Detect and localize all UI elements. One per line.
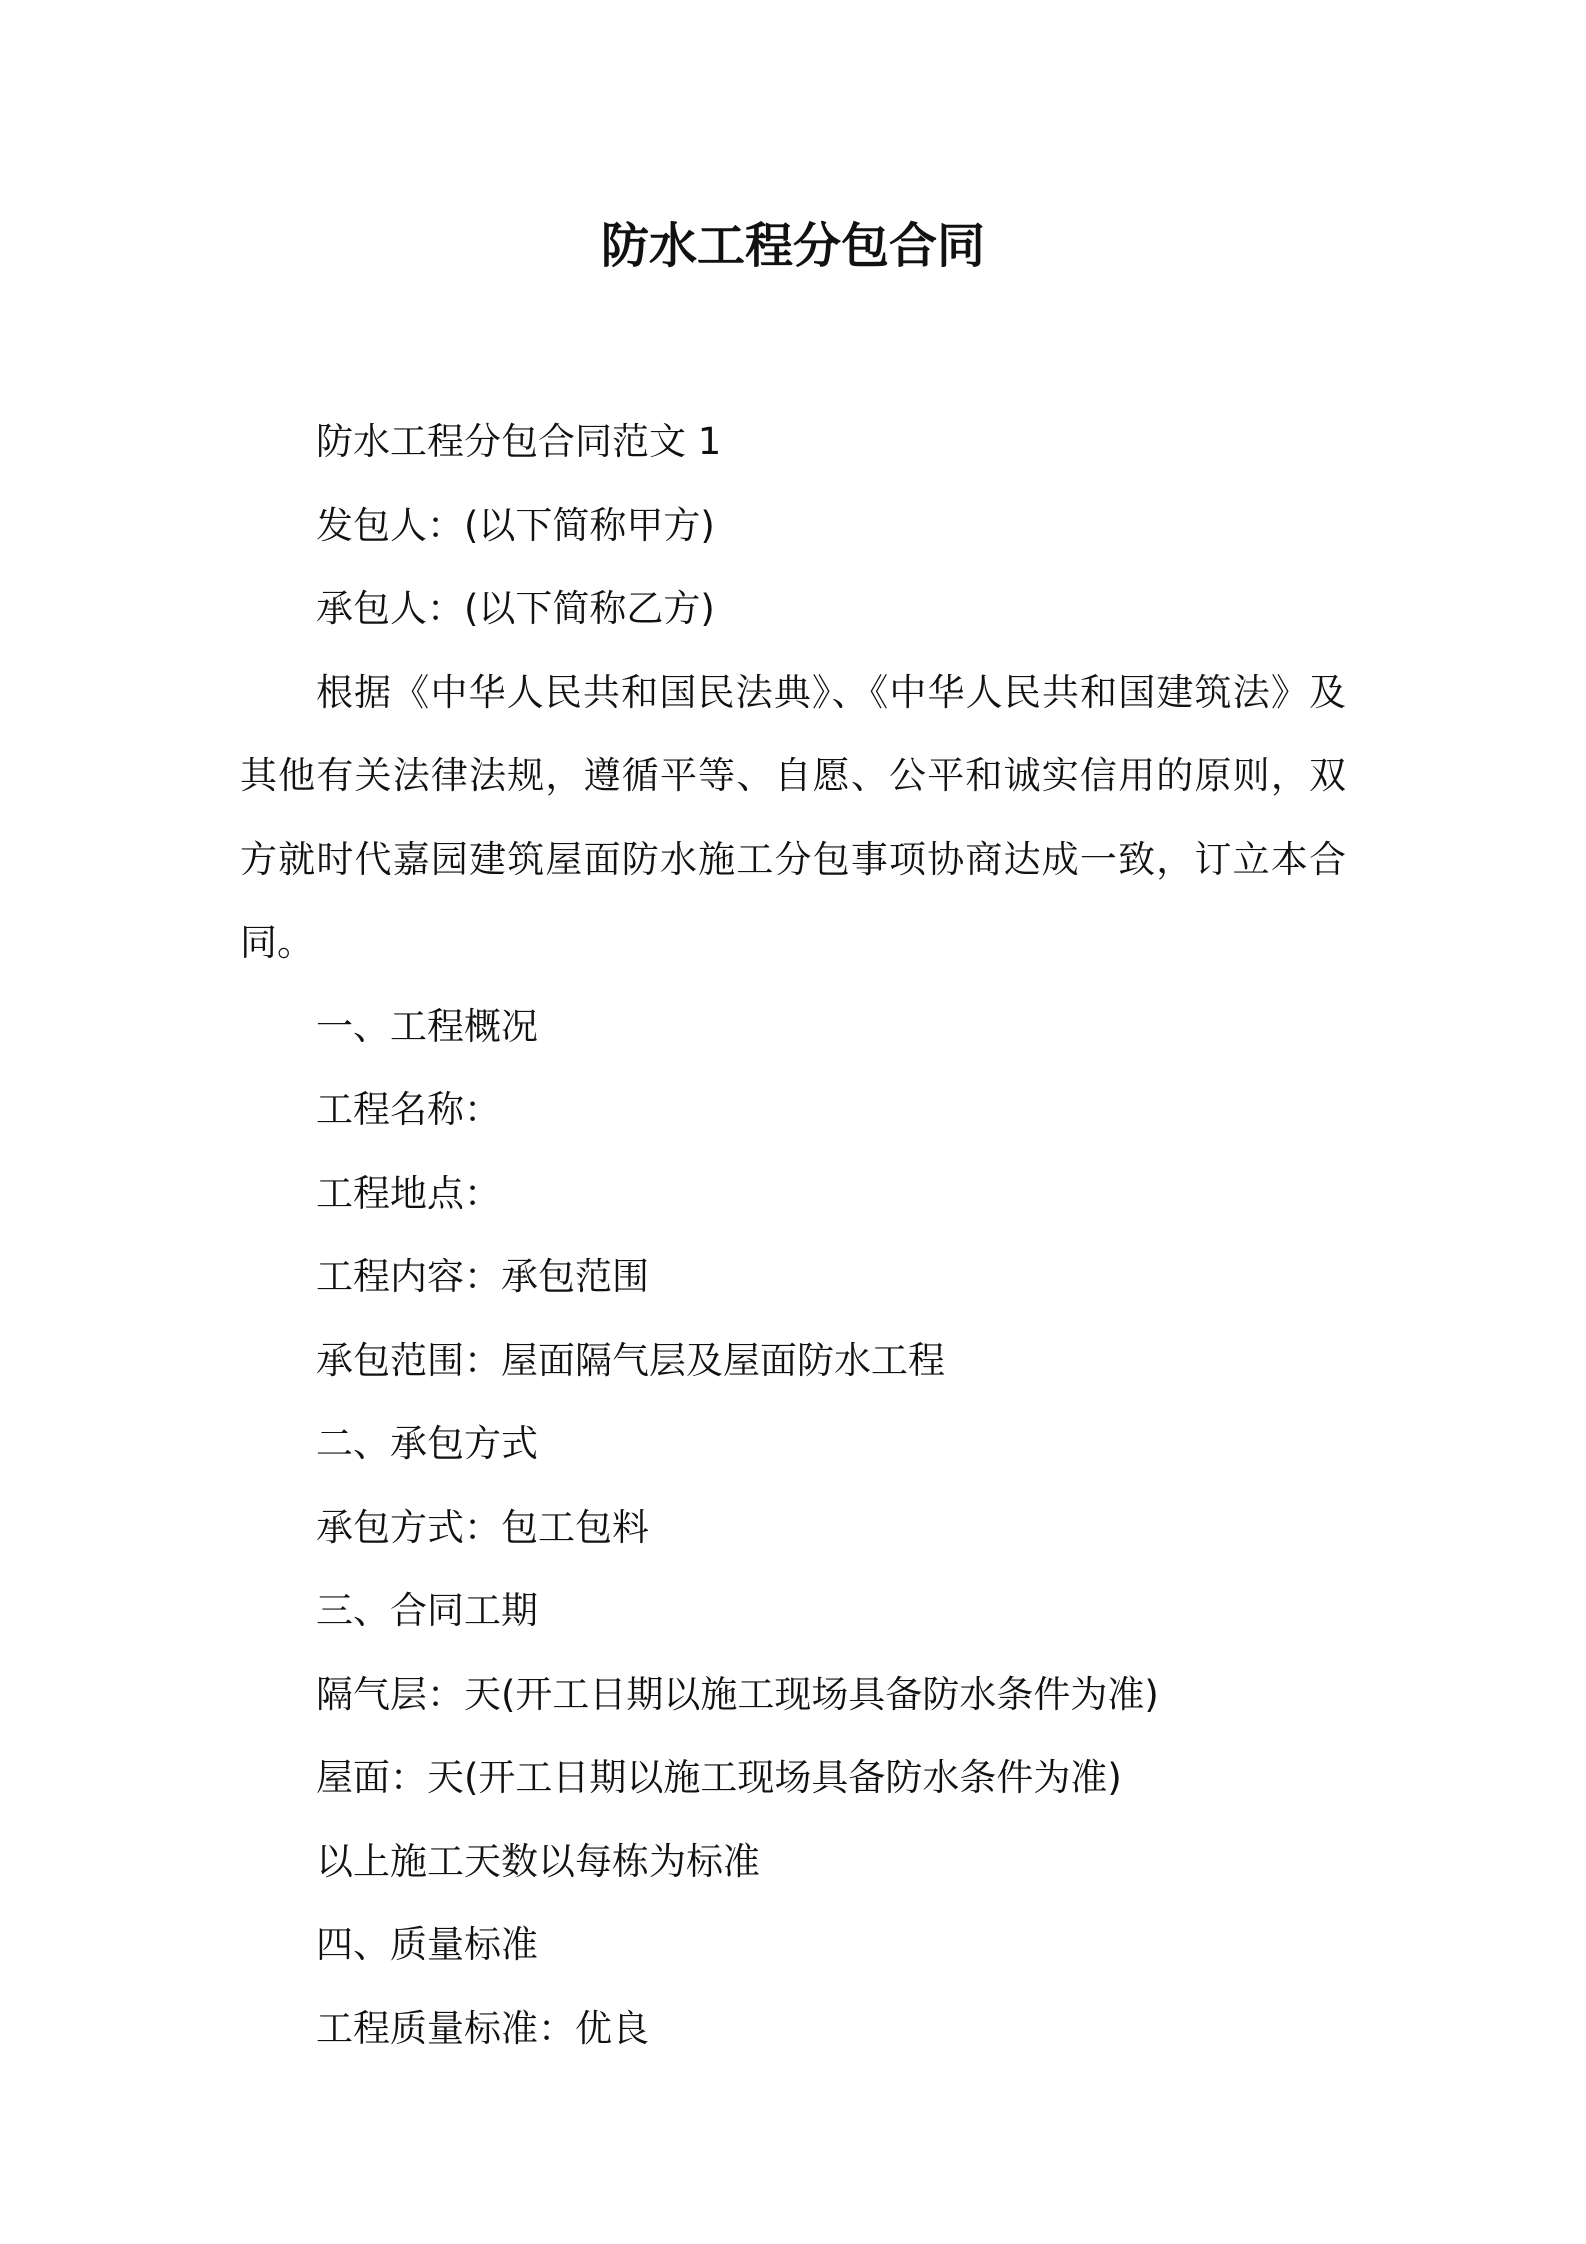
paragraph-contractor-party-b: 承包人：(以下简称乙方) [316,587,715,630]
field-project-name: 工程名称： [316,1088,501,1131]
field-project-content: 工程内容：承包范围 [316,1255,649,1298]
field-roof-period: 屋面：天(开工日期以施工现场具备防水条件为准) [316,1756,1122,1799]
paragraph-legal-basis: 根据《中华人民共和国民法典》、《中华人民共和国建筑法》及其他有关法律法规，遵循平等、自愿、公平和诚实信用的原则，双方就时代嘉园建筑屋面防水施工分包事项协商达成一致，订立本合同。 [240,670,1346,964]
section-heading-quality-standard: 四、质量标准 [316,1923,538,1966]
paragraph-days-standard: 以上施工天数以每栋为标准 [316,1839,760,1883]
field-contract-scope: 承包范围：屋面隔气层及屋面防水工程 [316,1338,945,1382]
field-quality-standard: 工程质量标准：优良 [316,2006,649,2050]
section-heading-contract-method: 二、承包方式 [316,1422,538,1465]
paragraph-contract-sample: 防水工程分包合同范文 1 [316,420,722,463]
paragraph-contractor-party-a: 发包人：(以下简称甲方) [316,503,715,547]
section-heading-project-overview: 一、工程概况 [316,1004,538,1048]
section-heading-contract-period: 三、合同工期 [316,1589,538,1632]
document-title: 防水工程分包合同 [600,218,985,274]
field-project-location: 工程地点： [316,1171,501,1215]
document-body [240,400,1346,2070]
field-vapor-barrier-period: 隔气层：天(开工日期以施工现场具备防水条件为准) [316,1672,1159,1716]
field-contract-method: 承包方式：包工包料 [316,1505,649,1549]
